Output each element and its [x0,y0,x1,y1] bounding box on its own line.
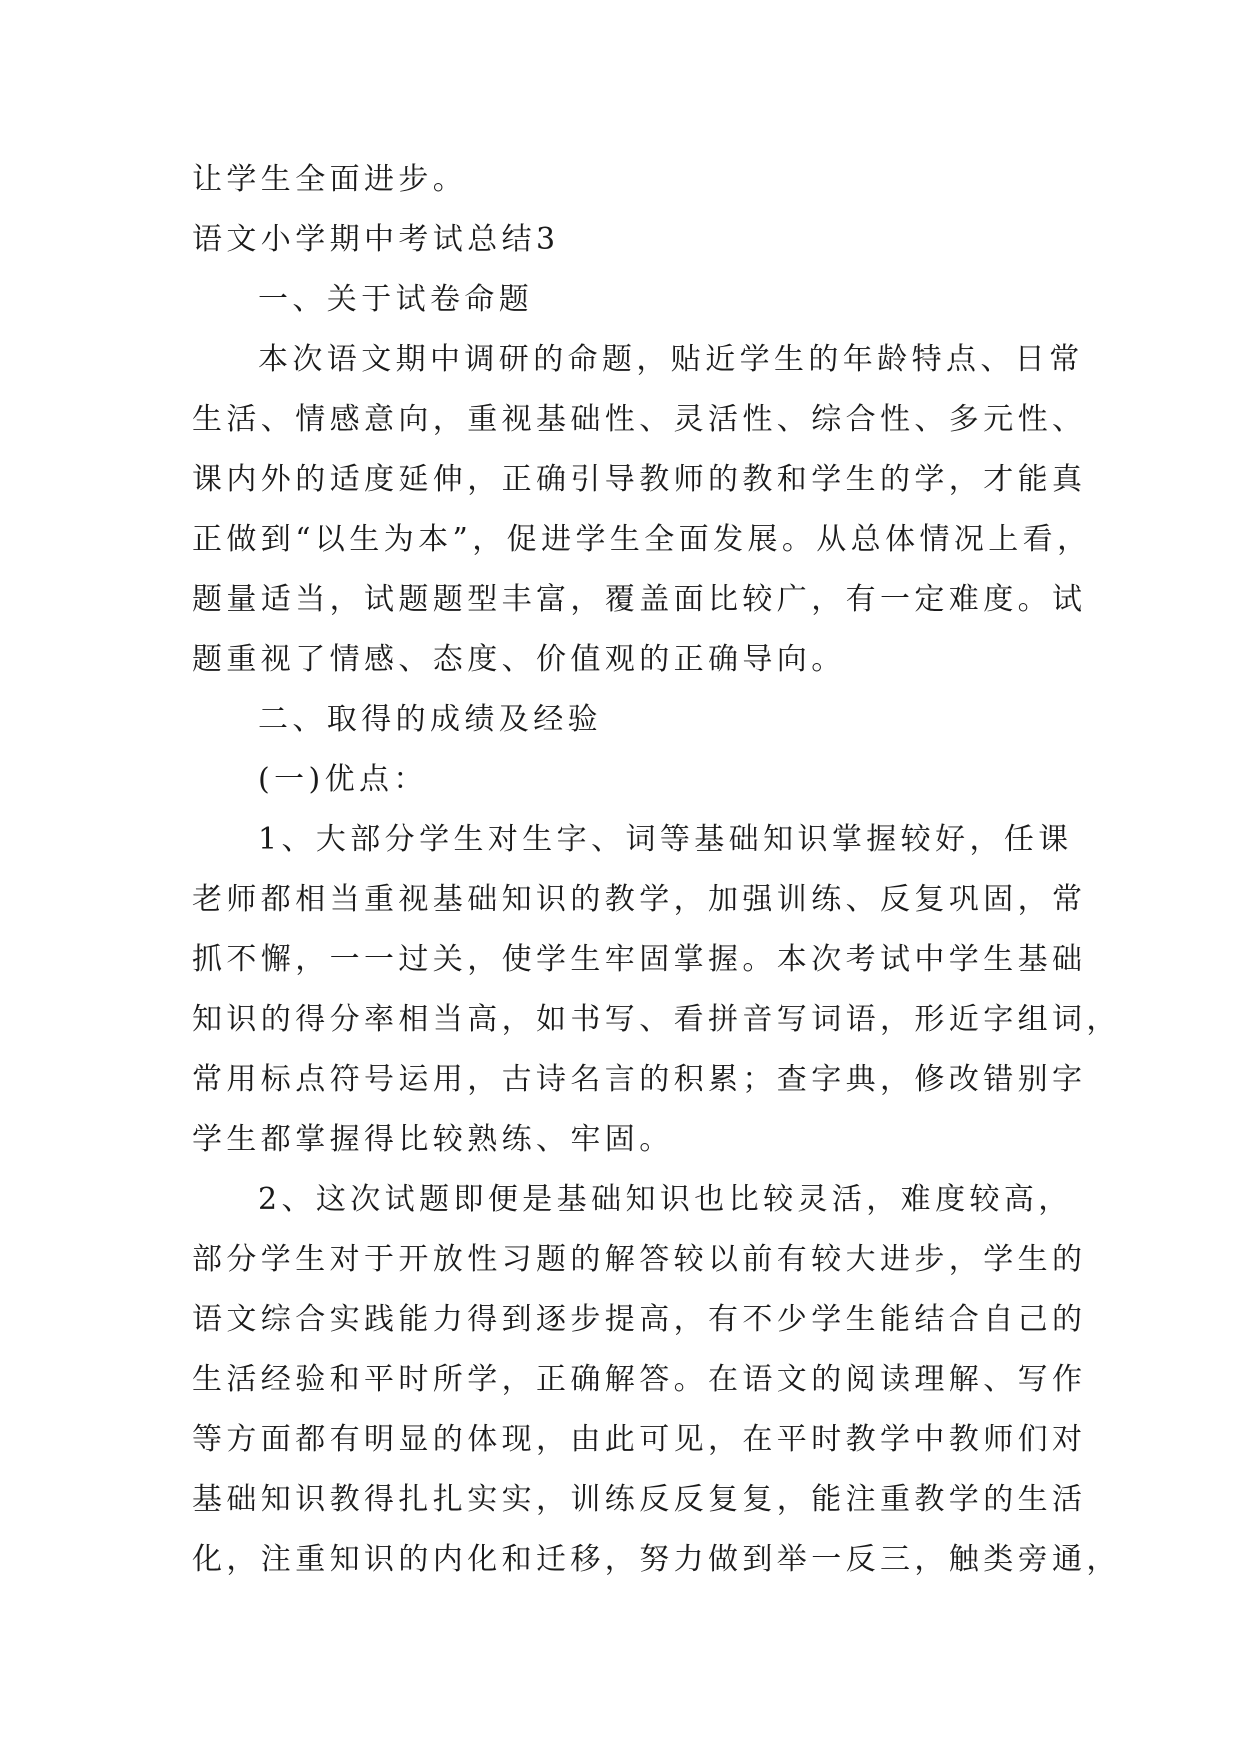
subheading: 二、取得的成绩及经验 [258,702,602,737]
paragraph-line: 等方面都有明显的体现，由此可见，在平时教学中教师们对 [192,1422,1087,1457]
paragraph-line: 生活、情感意向，重视基础性、灵活性、综合性、多元性、 [192,402,1087,437]
paragraph-line: 2、这次试题即便是基础知识也比较灵活，难度较高， [258,1182,1073,1217]
section-heading: 语文小学期中考试总结3 [192,222,560,257]
paragraph-line: 基础知识教得扎扎实实，训练反反复复，能注重教学的生活 [192,1482,1087,1517]
subheading: (一)优点： [258,762,428,797]
paragraph-line: 抓不懈，一一过关，使学生牢固掌握。本次考试中学生基础 [192,942,1087,977]
paragraph-line: 学生都掌握得比较熟练、牢固。 [192,1122,674,1157]
paragraph-line: 正做到“以生为本”，促进学生全面发展。从总体情况上看， [192,522,1092,557]
paragraph-line: 老师都相当重视基础知识的教学，加强训练、反复巩固，常 [192,882,1087,917]
paragraph-line: 题重视了情感、态度、价值观的正确导向。 [192,642,846,677]
paragraph-line: 常用标点符号运用，古诗名言的积累；查字典，修改错别字 [192,1062,1087,1097]
paragraph-line: 部分学生对于开放性习题的解答较以前有较大进步，学生的 [192,1242,1087,1277]
paragraph-line: 知识的得分率相当高，如书写、看拼音写词语，形近字组词， [192,1002,1121,1037]
paragraph-line: 化，注重知识的内化和迁移，努力做到举一反三，触类旁通， [192,1542,1121,1577]
paragraph-line: 题量适当，试题题型丰富，覆盖面比较广，有一定难度。试 [192,582,1087,617]
subheading: 一、关于试卷命题 [258,282,534,317]
paragraph-line: 语文综合实践能力得到逐步提高，有不少学生能结合自己的 [192,1302,1087,1337]
paragraph-line: 课内外的适度延伸，正确引导教师的教和学生的学，才能真 [192,462,1087,497]
paragraph-line: 生活经验和平时所学，正确解答。在语文的阅读理解、写作 [192,1362,1087,1397]
paragraph-line: 让学生全面进步。 [192,162,468,197]
paragraph-line: 1、大部分学生对生字、词等基础知识掌握较好，任课 [258,822,1073,857]
document-page [192,150,1121,1590]
paragraph-line: 本次语文期中调研的命题，贴近学生的年龄特点、日常 [258,342,1084,377]
